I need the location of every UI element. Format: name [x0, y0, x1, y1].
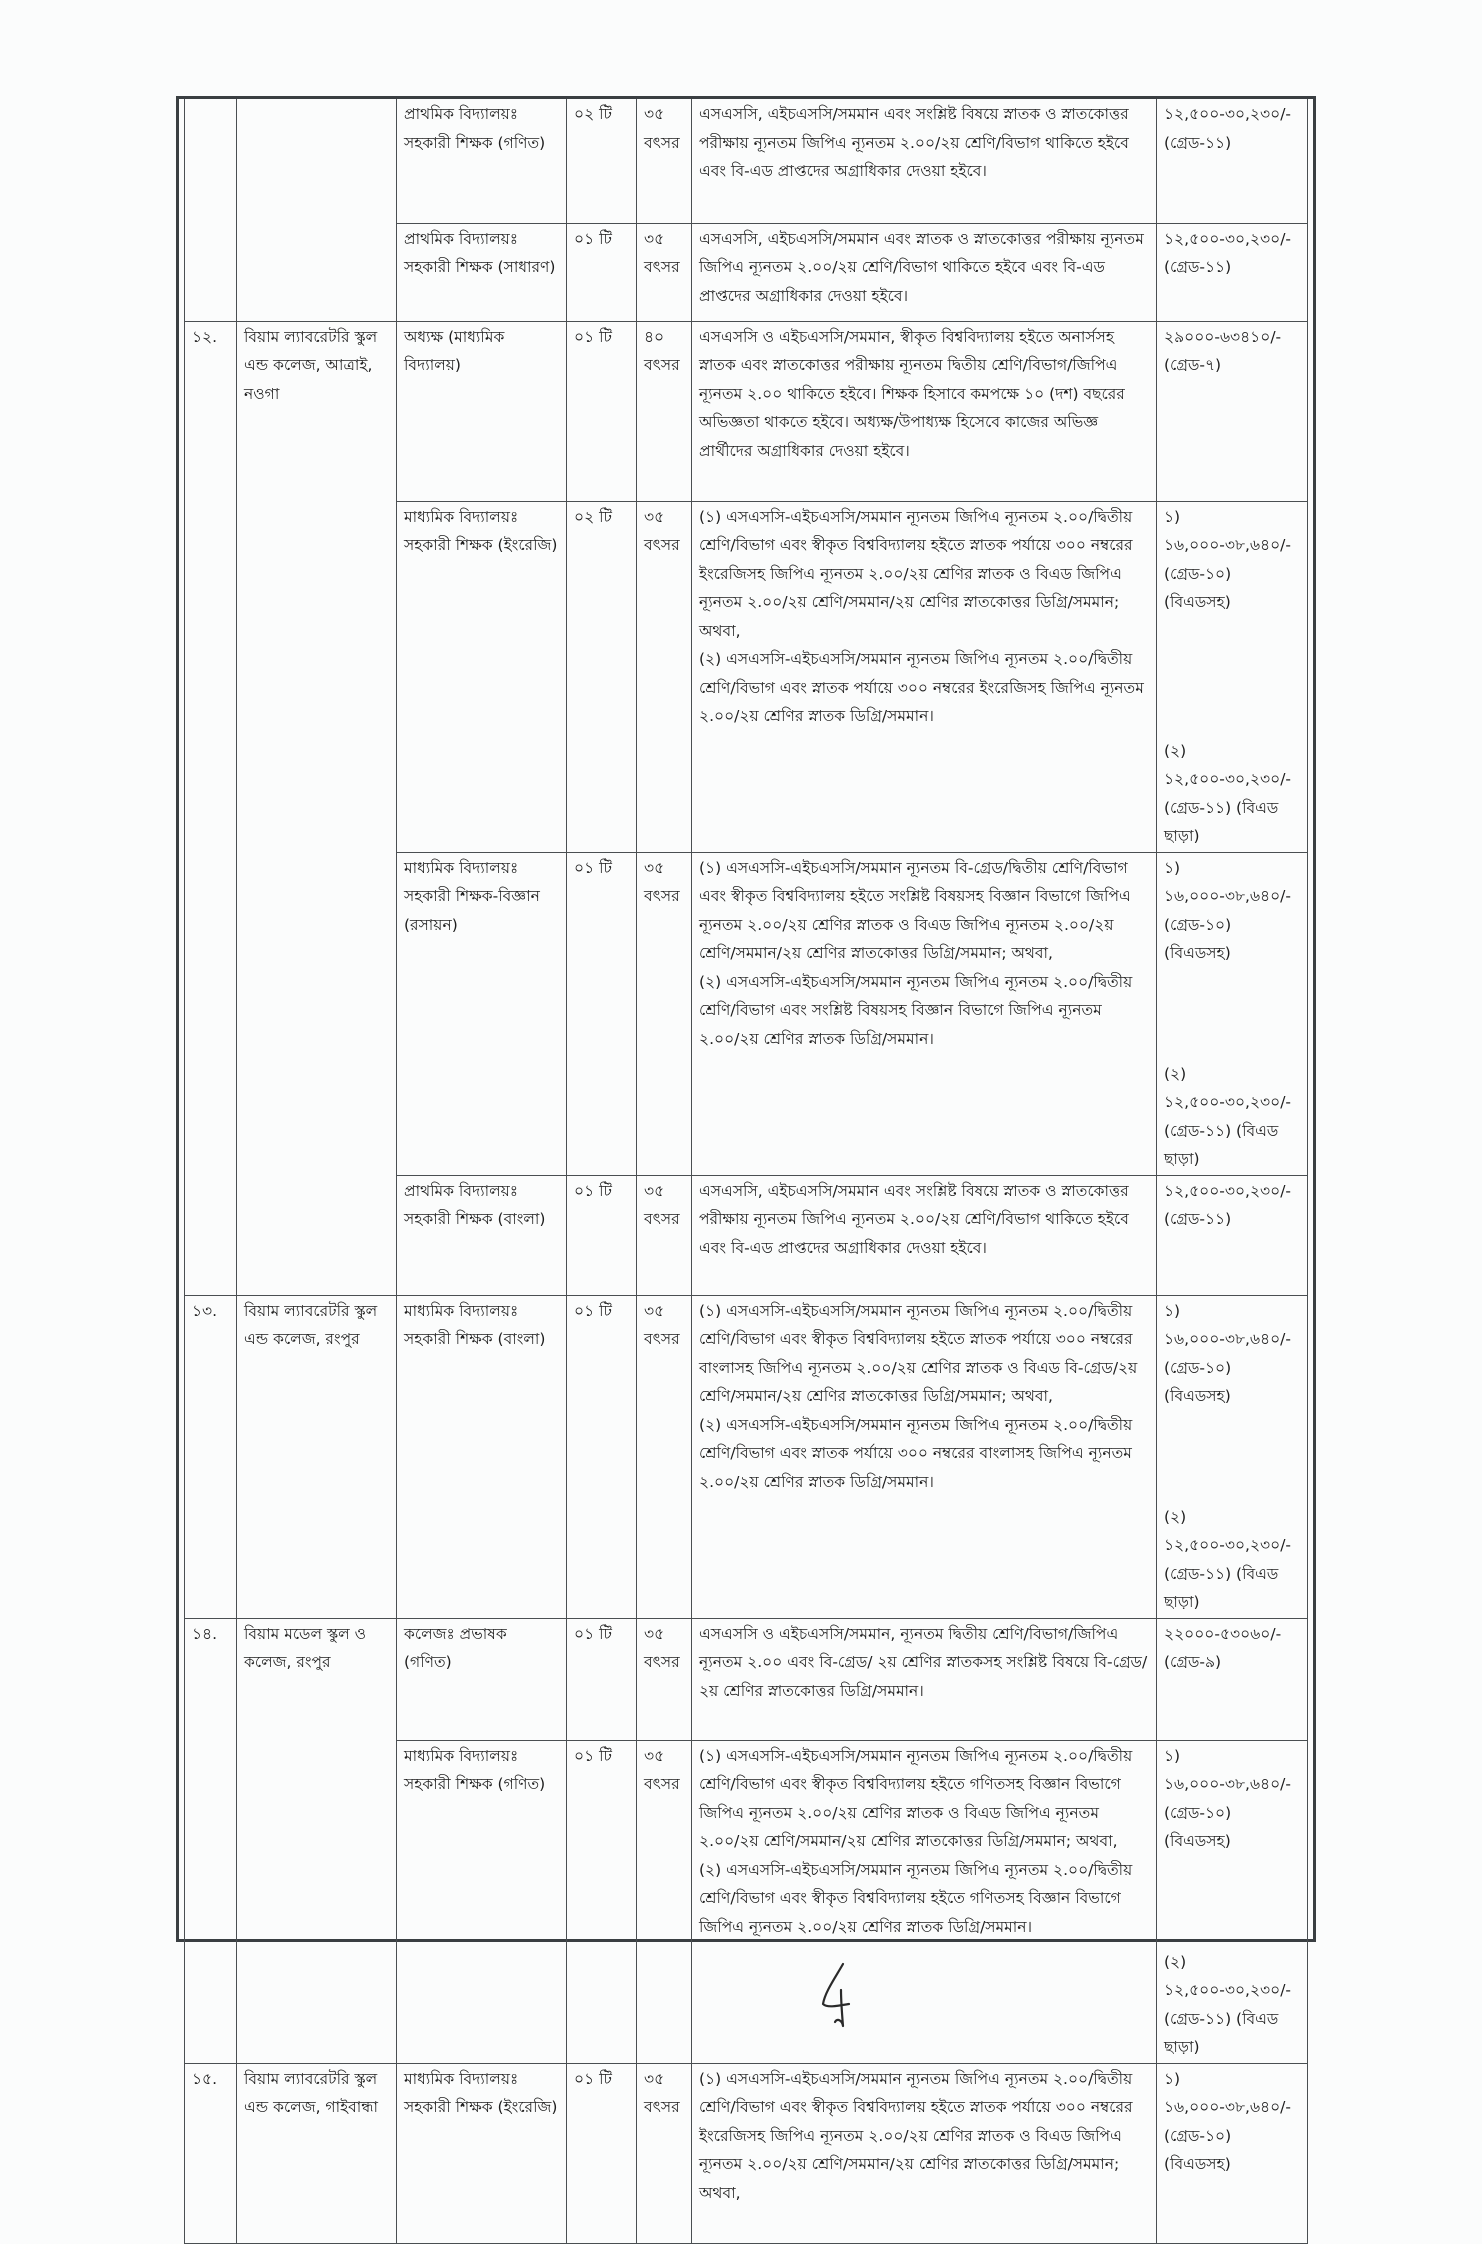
serial-cell: ১২. — [185, 321, 237, 1295]
count-cell: ০১ টি — [567, 1295, 637, 1618]
age-cell: ৩৫ বৎসর — [637, 1740, 692, 2063]
post-cell: অধ্যক্ষ (মাধ্যমিক বিদ্যালয়) — [397, 321, 567, 501]
age-cell: ৩৫ বৎসর — [637, 1618, 692, 1740]
age-cell: ৩৫ বৎসর — [637, 2063, 692, 2243]
institution-cell: বিয়াম ল্যাবরেটরি স্কুল এন্ড কলেজ, গাইবান্ধা — [237, 2063, 397, 2243]
pay-scale-cell: ১২,৫০০-৩০,২৩০/- (গ্রেড-১১) — [1157, 99, 1308, 223]
serial-cell: ১৫. — [185, 2063, 237, 2243]
serial-cell: ১৩. — [185, 1295, 237, 1618]
post-cell: মাধ্যমিক বিদ্যালয়ঃ সহকারী শিক্ষক (ইংরেজি) — [397, 2063, 567, 2243]
qualification-cell: এসএসসি, এইচএসসি/সমমান এবং সংশ্লিষ্ট বিষয়ে স্নাতক ও স্নাতকোত্তর পরীক্ষায় ন্যূনতম জিপিএ ন্যূনতম ২.০০/২য় শ্রেণি/বিভাগ থাকিতে হইবে এবং বি-এড প্রাপ্তদের অগ্রাধিকার দেওয়া হইবে। — [692, 99, 1157, 223]
post-cell: মাধ্যমিক বিদ্যালয়ঃ সহকারী শিক্ষক (ইংরেজি) — [397, 501, 567, 852]
count-cell: ০১ টি — [567, 1740, 637, 2063]
pay-scale-cell: ১২,৫০০-৩০,২৩০/- (গ্রেড-১১) — [1157, 1175, 1308, 1295]
table-row — [185, 99, 1308, 223]
pay-scale-cell: ২২০০০-৫৩০৬০/- (গ্রেড-৯) — [1157, 1618, 1308, 1740]
table-row — [185, 1295, 1308, 1618]
count-cell: ০১ টি — [567, 1618, 637, 1740]
pay-scale-cell: ১২,৫০০-৩০,২৩০/- (গ্রেড-১১) — [1157, 223, 1308, 321]
serial-cell: ১৪. — [185, 1618, 237, 2063]
qualification-cell: (১) এসএসসি-এইচএসসি/সমমান ন্যূনতম বি-গ্রেড/দ্বিতীয় শ্রেণি/বিভাগ এবং স্বীকৃত বিশ্ববিদ্যালয় হইতে সংশ্লিষ্ট বিষয়সহ বিজ্ঞান বিভাগে জিপিএ ন্যূনতম ২.০০/২য় শ্রেণির স্নাতক ও বিএড জিপিএ ন্যূনতম ২.০০/২য় শ্রেণি/সমমান/২য় শ্রেণির স্নাতকোত্তর ডিগ্রি/সমমান; অথবা, (২) এসএসসি-এইচএসসি/সমমান ন্যূনতম জিপিএ ন্যূনতম ২.০০/দ্বিতীয় শ্রেণি/বিভাগ এবং সংশ্লিষ্ট বিষয়সহ বিজ্ঞান বিভাগে জিপিএ ন্যূনতম ২.০০/২য় শ্রেণির স্নাতক ডিগ্রি/সমমান। — [692, 852, 1157, 1175]
serial-cell — [185, 99, 237, 321]
age-cell: ৩৫ বৎসর — [637, 852, 692, 1175]
qualification-cell: এসএসসি ও এইচএসসি/সমমান, ন্যূনতম দ্বিতীয় শ্রেণি/বিভাগ/জিপিএ ন্যূনতম ২.০০ এবং বি-গ্রেড/ ২য় শ্রেণির স্নাতকসহ সংশ্লিষ্ট বিষয়ে বি-গ্রেড/২য় শ্রেণির স্নাতকোত্তর ডিগ্রি/সমমান। — [692, 1618, 1157, 1740]
qualification-cell: (১) এসএসসি-এইচএসসি/সমমান ন্যূনতম জিপিএ ন্যূনতম ২.০০/দ্বিতীয় শ্রেণি/বিভাগ এবং স্বীকৃত বিশ্ববিদ্যালয় হইতে স্নাতক পর্যায়ে ৩০০ নম্বরের ইংরেজিসহ জিপিএ ন্যূনতম ২.০০/২য় শ্রেণির স্নাতক ও বিএড জিপিএ ন্যূনতম ২.০০/২য় শ্রেণি/সমমান/২য় শ্রেণির স্নাতকোত্তর ডিগ্রি/সমমান; অথবা, — [692, 2063, 1157, 2243]
pay-scale-cell: ১) ১৬,০০০-৩৮,৬৪০/- (গ্রেড-১০) (বিএডসহ) (২) ১২,৫০০-৩০,২৩০/- (গ্রেড-১১) (বিএড ছাড়া) — [1157, 1740, 1308, 2063]
pay-scale-cell: ১) ১৬,০০০-৩৮,৬৪০/- (গ্রেড-১০) (বিএডসহ) (২) ১২,৫০০-৩০,২৩০/- (গ্রেড-১১) (বিএড ছাড়া) — [1157, 1295, 1308, 1618]
pay-scale-cell: ১) ১৬,০০০-৩৮,৬৪০/- (গ্রেড-১০) (বিএডসহ) (২) ১২,৫০০-৩০,২৩০/- (গ্রেড-১১) (বিএড ছাড়া) — [1157, 501, 1308, 852]
table-row — [185, 1618, 1308, 1740]
pay-scale-cell: ২৯০০০-৬৩৪১০/- (গ্রেড-৭) — [1157, 321, 1308, 501]
qualification-cell: (১) এসএসসি-এইচএসসি/সমমান ন্যূনতম জিপিএ ন্যূনতম ২.০০/দ্বিতীয় শ্রেণি/বিভাগ এবং স্বীকৃত বিশ্ববিদ্যালয় হইতে স্নাতক পর্যায়ে ৩০০ নম্বরের বাংলাসহ জিপিএ ন্যূনতম ২.০০/২য় শ্রেণির স্নাতক ও বিএড বি-গ্রেড/২য় শ্রেণি/সমমান/২য় শ্রেণির স্নাতকোত্তর ডিগ্রি/সমমান; অথবা, (২) এসএসসি-এইচএসসি/সমমান ন্যূনতম জিপিএ ন্যূনতম ২.০০/দ্বিতীয় শ্রেণি/বিভাগ এবং স্নাতক পর্যায়ে ৩০০ নম্বরের বাংলাসহ জিপিএ ন্যূনতম ২.০০/২য় শ্রেণির স্নাতক ডিগ্রি/সমমান। — [692, 1295, 1157, 1618]
age-cell: ৩৫ বৎসর — [637, 1295, 692, 1618]
pay-scale-cell: ১) ১৬,০০০-৩৮,৬৪০/- (গ্রেড-১০) (বিএডসহ) — [1157, 2063, 1308, 2243]
table-row — [185, 321, 1308, 501]
post-cell: কলেজঃ প্রভাষক (গণিত) — [397, 1618, 567, 1740]
count-cell: ০১ টি — [567, 223, 637, 321]
vacancy-table-frame — [176, 96, 1316, 2202]
post-cell: প্রাথমিক বিদ্যালয়ঃ সহকারী শিক্ষক (বাংলা) — [397, 1175, 567, 1295]
age-cell: ৩৫ বৎসর — [637, 501, 692, 852]
qualification-cell: এসএসসি ও এইচএসসি/সমমান, স্বীকৃত বিশ্ববিদ্যালয় হইতে অনার্সসহ স্নাতক এবং স্নাতকোত্তর পরীক্ষায় ন্যূনতম দ্বিতীয় শ্রেণি/বিভাগ/জিপিএ ন্যূনতম ২.০০ থাকিতে হইবে। শিক্ষক হিসাবে কমপক্ষে ১০ (দশ) বছরের অভিজ্ঞতা থাকতে হইবে। অধ্যক্ষ/উপাধ্যক্ষ হিসেবে কাজের অভিজ্ঞ প্রার্থীদের অগ্রাধিকার দেওয়া হইবে। — [692, 321, 1157, 501]
institution-cell: বিয়াম মডেল স্কুল ও কলেজ, রংপুর — [237, 1618, 397, 2063]
count-cell: ০১ টি — [567, 321, 637, 501]
count-cell: ০১ টি — [567, 852, 637, 1175]
qualification-cell: (১) এসএসসি-এইচএসসি/সমমান ন্যূনতম জিপিএ ন্যূনতম ২.০০/দ্বিতীয় শ্রেণি/বিভাগ এবং স্বীকৃত বিশ্ববিদ্যালয় হইতে স্নাতক পর্যায়ে ৩০০ নম্বরের ইংরেজিসহ জিপিএ ন্যূনতম ২.০০/২য় শ্রেণির স্নাতক ও বিএড জিপিএ ন্যূনতম ২.০০/২য় শ্রেণি/সমমান/২য় শ্রেণির স্নাতকোত্তর ডিগ্রি/সমমান; অথবা, (২) এসএসসি-এইচএসসি/সমমান ন্যূনতম জিপিএ ন্যূনতম ২.০০/দ্বিতীয় শ্রেণি/বিভাগ এবং স্নাতক পর্যায়ে ৩০০ নম্বরের ইংরেজিসহ জিপিএ ন্যূনতম ২.০০/২য় শ্রেণির স্নাতক ডিগ্রি/সমমান। — [692, 501, 1157, 852]
age-cell: ৩৫ বৎসর — [637, 99, 692, 223]
post-cell: প্রাথমিক বিদ্যালয়ঃ সহকারী শিক্ষক (গণিত) — [397, 99, 567, 223]
post-cell: মাধ্যমিক বিদ্যালয়ঃ সহকারী শিক্ষক (গণিত) — [397, 1740, 567, 2063]
pay-scale-cell: ১) ১৬,০০০-৩৮,৬৪০/- (গ্রেড-১০) (বিএডসহ) (২) ১২,৫০০-৩০,২৩০/- (গ্রেড-১১) (বিএড ছাড়া) — [1157, 852, 1308, 1175]
post-cell: প্রাথমিক বিদ্যালয়ঃ সহকারী শিক্ষক (সাধারণ) — [397, 223, 567, 321]
institution-cell — [237, 99, 397, 321]
qualification-cell: এসএসসি, এইচএসসি/সমমান এবং স্নাতক ও স্নাতকোত্তর পরীক্ষায় ন্যূনতম জিপিএ ন্যূনতম ২.০০/২য় শ্রেণি/বিভাগ থাকিতে হইবে এবং বি-এড প্রাপ্তদের অগ্রাধিকার দেওয়া হইবে। — [692, 223, 1157, 321]
count-cell: ০১ টি — [567, 2063, 637, 2243]
age-cell: ৩৫ বৎসর — [637, 223, 692, 321]
post-cell: মাধ্যমিক বিদ্যালয়ঃ সহকারী শিক্ষক (বাংলা) — [397, 1295, 567, 1618]
handwritten-4-icon — [815, 1960, 865, 2030]
handwritten-page-number — [815, 1960, 865, 2030]
count-cell: ০২ টি — [567, 501, 637, 852]
age-cell: ৪০ বৎসর — [637, 321, 692, 501]
post-cell: মাধ্যমিক বিদ্যালয়ঃ সহকারী শিক্ষক-বিজ্ঞান (রসায়ন) — [397, 852, 567, 1175]
table-row — [185, 2063, 1308, 2243]
qualification-cell: (১) এসএসসি-এইচএসসি/সমমান ন্যূনতম জিপিএ ন্যূনতম ২.০০/দ্বিতীয় শ্রেণি/বিভাগ এবং স্বীকৃত বিশ্ববিদ্যালয় হইতে গণিতসহ বিজ্ঞান বিভাগে জিপিএ ন্যূনতম ২.০০/২য় শ্রেণির স্নাতক ও বিএড জিপিএ ন্যূনতম ২.০০/২য় শ্রেণি/সমমান/২য় শ্রেণির স্নাতকোত্তর ডিগ্রি/সমমান; অথবা, (২) এসএসসি-এইচএসসি/সমমান ন্যূনতম জিপিএ ন্যূনতম ২.০০/দ্বিতীয় শ্রেণি/বিভাগ এবং স্বীকৃত বিশ্ববিদ্যালয় হইতে গণিতসহ বিজ্ঞান বিভাগে জিপিএ ন্যূনতম ২.০০/২য় শ্রেণির স্নাতক ডিগ্রি/সমমান। — [692, 1740, 1157, 2063]
qualification-cell: এসএসসি, এইচএসসি/সমমান এবং সংশ্লিষ্ট বিষয়ে স্নাতক ও স্নাতকোত্তর পরীক্ষায় ন্যূনতম জিপিএ ন্যূনতম ২.০০/২য় শ্রেণি/বিভাগ থাকিতে হইবে এবং বি-এড প্রাপ্তদের অগ্রাধিকার দেওয়া হইবে। — [692, 1175, 1157, 1295]
vacancy-table — [184, 99, 1308, 2244]
institution-cell: বিয়াম ল্যাবরেটরি স্কুল এন্ড কলেজ, রংপুর — [237, 1295, 397, 1618]
age-cell: ৩৫ বৎসর — [637, 1175, 692, 1295]
institution-cell: বিয়াম ল্যাবরেটরি স্কুল এন্ড কলেজ, আত্রাই, নওগা — [237, 321, 397, 1295]
count-cell: ০১ টি — [567, 1175, 637, 1295]
count-cell: ০২ টি — [567, 99, 637, 223]
